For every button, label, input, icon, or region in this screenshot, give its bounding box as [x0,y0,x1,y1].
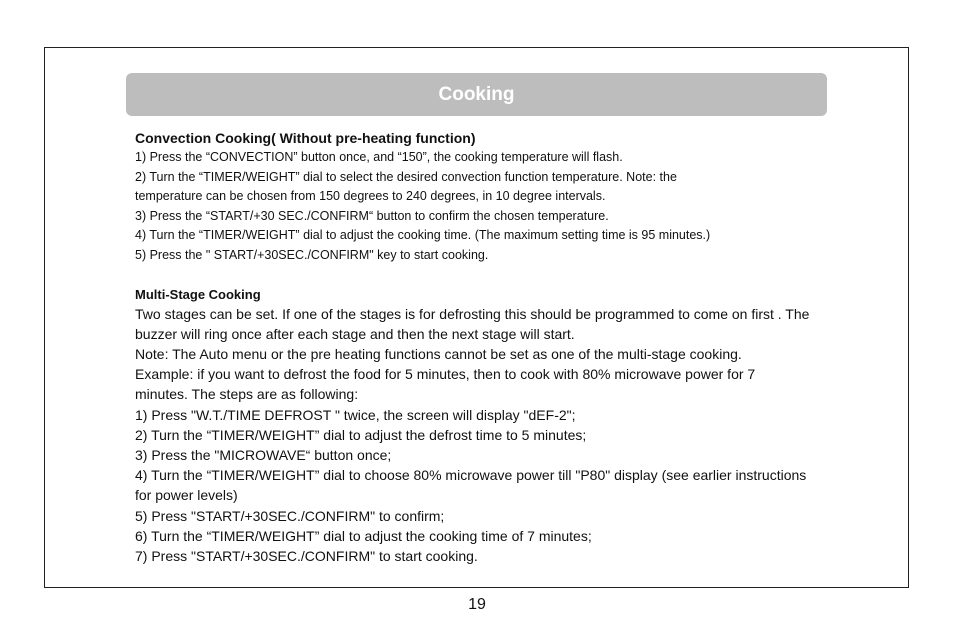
section-title-bar [126,73,827,116]
text-line: 5) Press the " START/+30SEC./CONFIRM" key to start cooking. [135,247,489,262]
text-line: 6) Turn the “TIMER/WEIGHT” dial to adjust the cooking time of 7 minutes; [135,527,592,544]
text-line: 4) Turn the “TIMER/WEIGHT” dial to adjust the cooking time. (The maximum setting time is 95 minutes.) [135,228,711,243]
convection-cooking-heading: Convection Cooking( Without pre-heating function) [135,130,476,146]
text-line: 7) Press "START/+30SEC./CONFIRM" to start cooking. [135,548,478,564]
page-number: 19 [468,596,486,613]
text-line: Two stages can be set. If one of the stages is for defrosting this should be programmed to come on first . The [135,305,810,322]
multi-stage-cooking-heading: Multi-Stage Cooking [135,286,261,302]
text-line: Note: The Auto menu or the pre heating functions cannot be set as one of the multi-stage cooking. [135,345,742,362]
text-line: temperature can be chosen from 150 degrees to 240 degrees, in 10 degree intervals. [135,189,606,204]
page-title: Cooking [438,83,515,105]
main-content [135,128,885,566]
text-line: buzzer will ring once after each stage and then the next stage will start. [135,325,575,342]
text-line: for power levels) [135,487,238,504]
section-spacer [135,266,885,285]
text-line: 1) Press the “CONVECTION” button once, and “150”, the cooking temperature will flash. [135,150,623,164]
text-line: 2) Turn the “TIMER/WEIGHT” dial to select the desired convection function temperature. Note: the [135,169,677,184]
convection-cooking-steps [135,148,885,266]
text-line: 2) Turn the “TIMER/WEIGHT” dial to adjust the defrost time to 5 minutes; [135,426,587,443]
text-line: 1) Press "W.T./TIME DEFROST " twice, the screen will display "dEF-2"; [135,406,576,423]
text-line: minutes. The steps are as following: [135,386,359,403]
text-line: 3) Press the “START/+30 SEC./CONFIRM“ button to confirm the chosen temperature. [135,208,609,223]
text-line: Example: if you want to defrost the food for 5 minutes, then to cook with 80% microwave power for 7 [135,366,756,383]
text-line: 5) Press "START/+30SEC./CONFIRM" to confirm; [135,507,445,524]
text-line: 4) Turn the “TIMER/WEIGHT” dial to choose 80% microwave power till "P80" display (see earlier instructions [135,467,807,484]
text-line: 3) Press the "MICROWAVE“ button once; [135,446,392,463]
multi-stage-cooking-text [135,304,885,567]
